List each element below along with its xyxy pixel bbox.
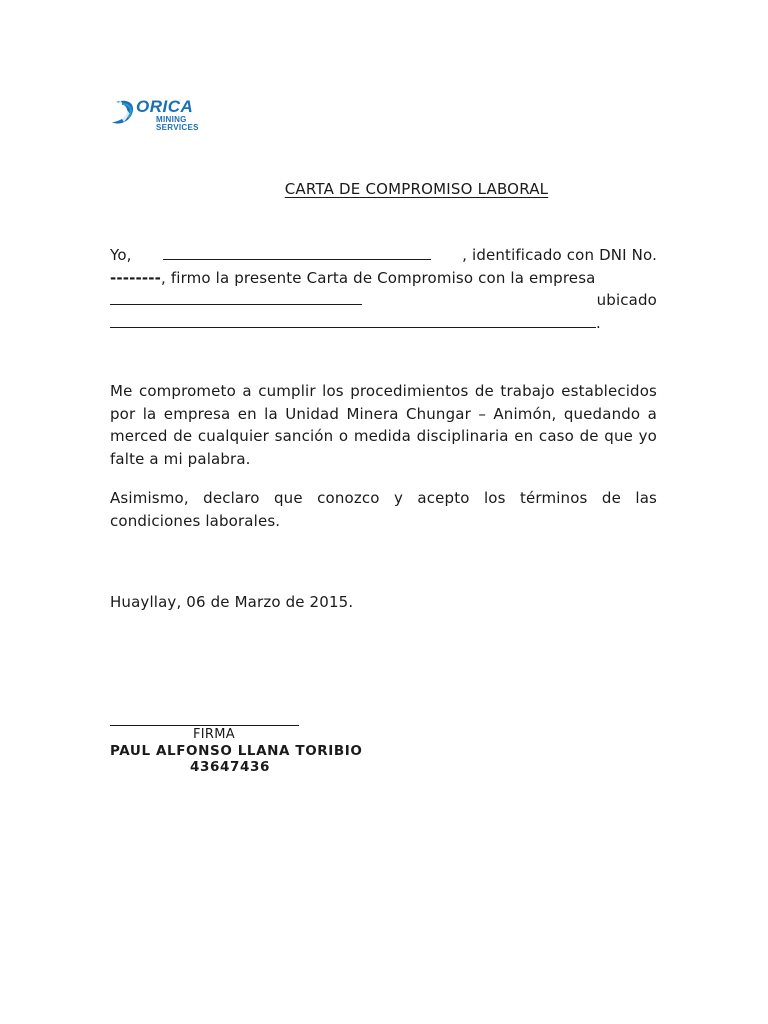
signer-name: PAUL ALFONSO LLANA TORIBIO: [110, 743, 363, 759]
yo-text: Yo,: [110, 246, 132, 264]
period-text: .: [596, 313, 601, 332]
paragraph-conditions: Asimismo, declaro que conozco y acepto los términos de las condiciones laborales.: [110, 489, 657, 530]
paragraph-line-2: [110, 267, 657, 290]
svg-text:SERVICES: SERVICES: [156, 123, 199, 132]
name-blank-field: [163, 245, 431, 260]
orica-logo: [110, 96, 240, 136]
firmo-text: , firmo la presente Carta de Compromiso con la empresa: [161, 268, 596, 287]
paragraph-line-3: [110, 289, 657, 312]
document-title: [0, 180, 768, 198]
dni-line: [110, 267, 596, 290]
paragraph-line-4: [110, 312, 657, 335]
document-title-text: CARTA DE COMPROMISO LABORAL: [284, 180, 549, 198]
paragraph-commitment: Me comprometo a cumplir los procedimientos de trabajo establecidos por la empresa en la Unidad Minera Chungar – Animón, quedando a merced de cualquier sanción o medida disciplinaria en caso de que yo falte a mi palabra.: [110, 382, 657, 468]
date-line: Huayllay, 06 de Marzo de 2015.: [110, 593, 354, 611]
signature-line: [110, 725, 299, 726]
paragraph-line-1: [110, 244, 657, 267]
orica-logo-mark-icon: [110, 96, 240, 136]
orica-brand-text: ORICA: [136, 97, 194, 116]
identificado-text: , identificado con DNI No.: [462, 246, 657, 264]
signature-label: FIRMA: [193, 727, 235, 742]
dni-dashes: --------: [110, 268, 162, 287]
address-blank-field: [110, 313, 596, 328]
signer-dni: 43647436: [190, 759, 270, 775]
svg-text:MINING: MINING: [156, 115, 187, 124]
company-blank-field: [110, 290, 362, 305]
ubicado-text: ubicado: [596, 291, 657, 309]
paragraph-identification: [110, 244, 657, 334]
